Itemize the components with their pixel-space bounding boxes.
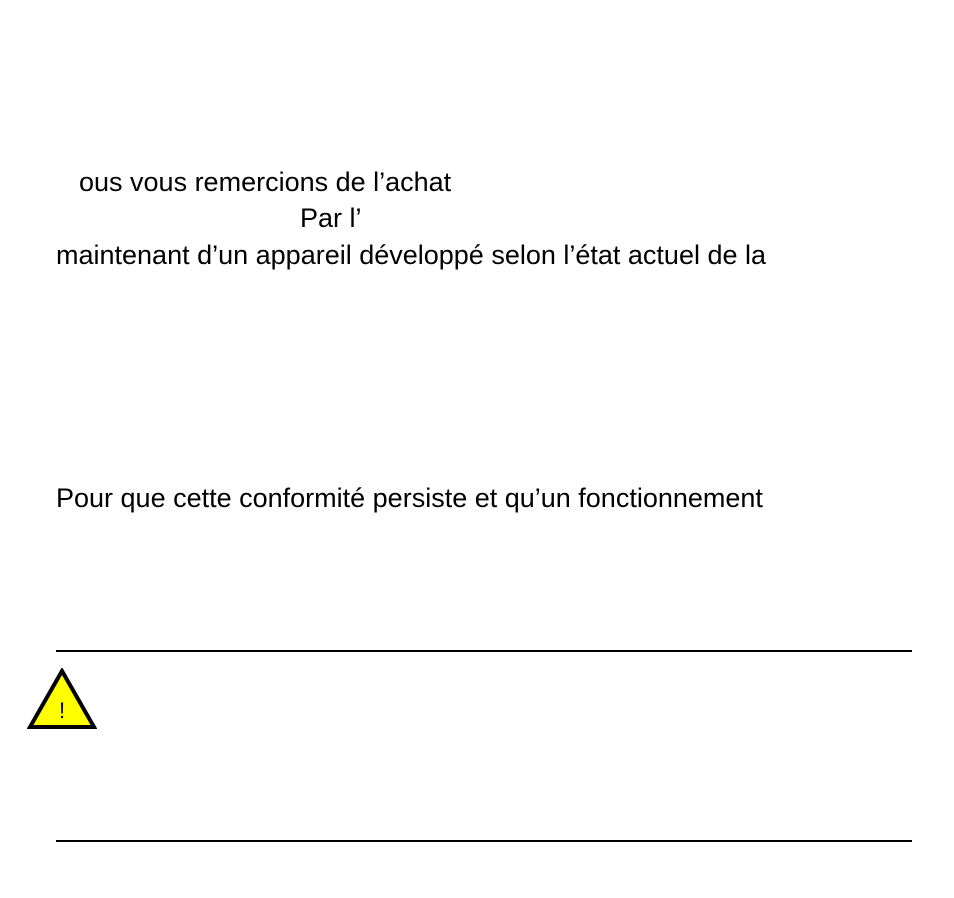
warning-triangle-icon xyxy=(27,668,97,730)
text-line-4: Pour que cette conformité persiste et qu’un fonctionnement xyxy=(56,483,763,513)
text-line-3: maintenant d’un appareil développé selon l’état actuel de la xyxy=(56,240,767,270)
text-line-2: Par l’ xyxy=(300,203,362,233)
bottom-divider xyxy=(56,840,912,842)
warning-symbol: ! xyxy=(58,698,66,723)
text-line-1: ous vous remercions de l’achat xyxy=(79,167,452,197)
top-divider xyxy=(56,650,912,652)
